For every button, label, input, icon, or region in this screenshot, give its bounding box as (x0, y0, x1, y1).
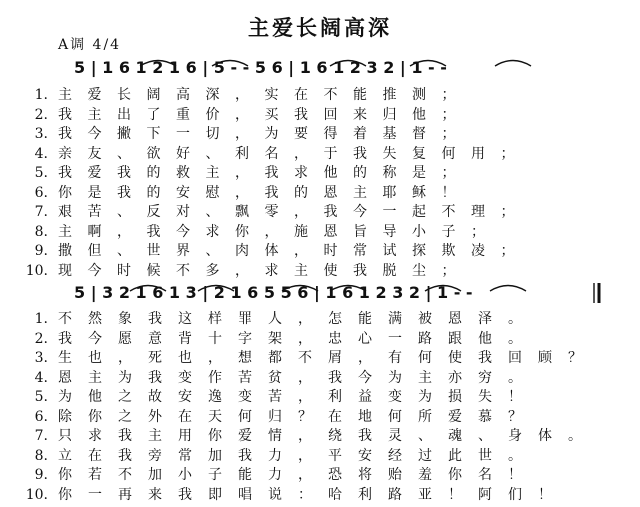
slur-mark (495, 61, 531, 67)
verse-number: 3. (34, 350, 48, 366)
song-title: 主爱长阔高深 (248, 16, 392, 40)
notation-line-1: 5 | 1 6 1 2 1 6 | 5 - - 5 6 | 1 6 1 2 3 2 | 1 - - (74, 58, 447, 77)
verse-number: 8. (34, 447, 48, 464)
verse-text: 现今时候不多，求主使我脱尘； (58, 262, 471, 279)
verse-text: 立在我旁常加我力，平安经过此世。 (58, 447, 538, 464)
slur-mark (490, 286, 526, 292)
key-signature: A调 4/4 (58, 37, 122, 53)
verse-number: 7. (34, 204, 48, 220)
verse-text: 只求我主用你爱情，绕我灵、魂、身体。 (58, 428, 598, 444)
notation-line-2: 5 | 3 2 1 6 1 3 | 2 1 6 5 5 6 | 1 6 1 2 3 2 | 1 - - (74, 283, 473, 302)
slur-mark (410, 61, 446, 67)
verse-text: 你若不加小子能力，恐将贻羞你名！ (58, 467, 538, 483)
verse-text: 我今撇下一切，为要得着基督； (58, 126, 471, 142)
verse-number: 7. (34, 428, 48, 444)
verse-text: 为他之故安逸变苦，利益变为损失！ (58, 389, 538, 405)
verse-number: 10. (25, 486, 48, 503)
verse-number: 8. (34, 223, 48, 240)
verse-text: 我今愿意背十字架，忠心一路跟他。 (58, 330, 538, 347)
slur-mark (140, 61, 176, 67)
verse-text: 你是我的安慰，我的恩主耶稣！ (58, 184, 471, 201)
slur-mark (425, 286, 461, 292)
verse-number: 4. (34, 145, 48, 162)
verse-number: 10. (25, 262, 48, 279)
verse-number: 1. (34, 311, 48, 327)
slur-mark (212, 61, 248, 67)
verse-number: 9. (34, 467, 48, 483)
verse-number: 6. (34, 184, 48, 201)
verse-number: 9. (34, 243, 48, 259)
verse-number: 2. (34, 330, 48, 347)
verse-number: 5. (34, 165, 48, 181)
verse-text: 恩主为我变作苦贫，我今为主亦穷。 (58, 369, 538, 386)
verse-text: 生也，死也，想都不屑，有何使我回顾？ (58, 350, 598, 366)
slur-mark (198, 286, 234, 292)
verse-text: 主爱长阔高深，实在不能推测； (58, 87, 471, 103)
slur-mark (330, 286, 366, 292)
verse-number: 4. (34, 369, 48, 386)
verse-number: 3. (34, 126, 48, 142)
verse-text: 艰苦、反对、飘零，我今一起不理； (58, 204, 530, 220)
slur-mark (282, 286, 318, 292)
verse-text: 亲友、欲好、利名，于我失复何用； (58, 145, 530, 162)
verse-number: 6. (34, 408, 48, 425)
verse-number: 2. (34, 106, 48, 123)
verse-text: 主啊，我今求你，施恩旨导小子； (58, 223, 501, 240)
verse-text: 我爱我的救主，我求他的称是； (58, 165, 471, 181)
verse-text: 撒但、世界、肉体，时常试探欺凌； (58, 243, 530, 259)
verse-text: 不然象我这样罪人，怎能满被恩泽。 (58, 311, 538, 327)
slur-mark (130, 286, 166, 292)
verse-text: 我主出了重价，买我回来归他； (58, 106, 471, 123)
verse-number: 5. (34, 389, 48, 405)
verse-number: 1. (34, 87, 48, 103)
verse-text: 除你之外在天何归？在地何所爱慕？ (58, 408, 538, 425)
verse-text: 你一再来我即唱说：哈利路亚！阿们！ (58, 486, 568, 503)
slur-mark (330, 61, 366, 67)
